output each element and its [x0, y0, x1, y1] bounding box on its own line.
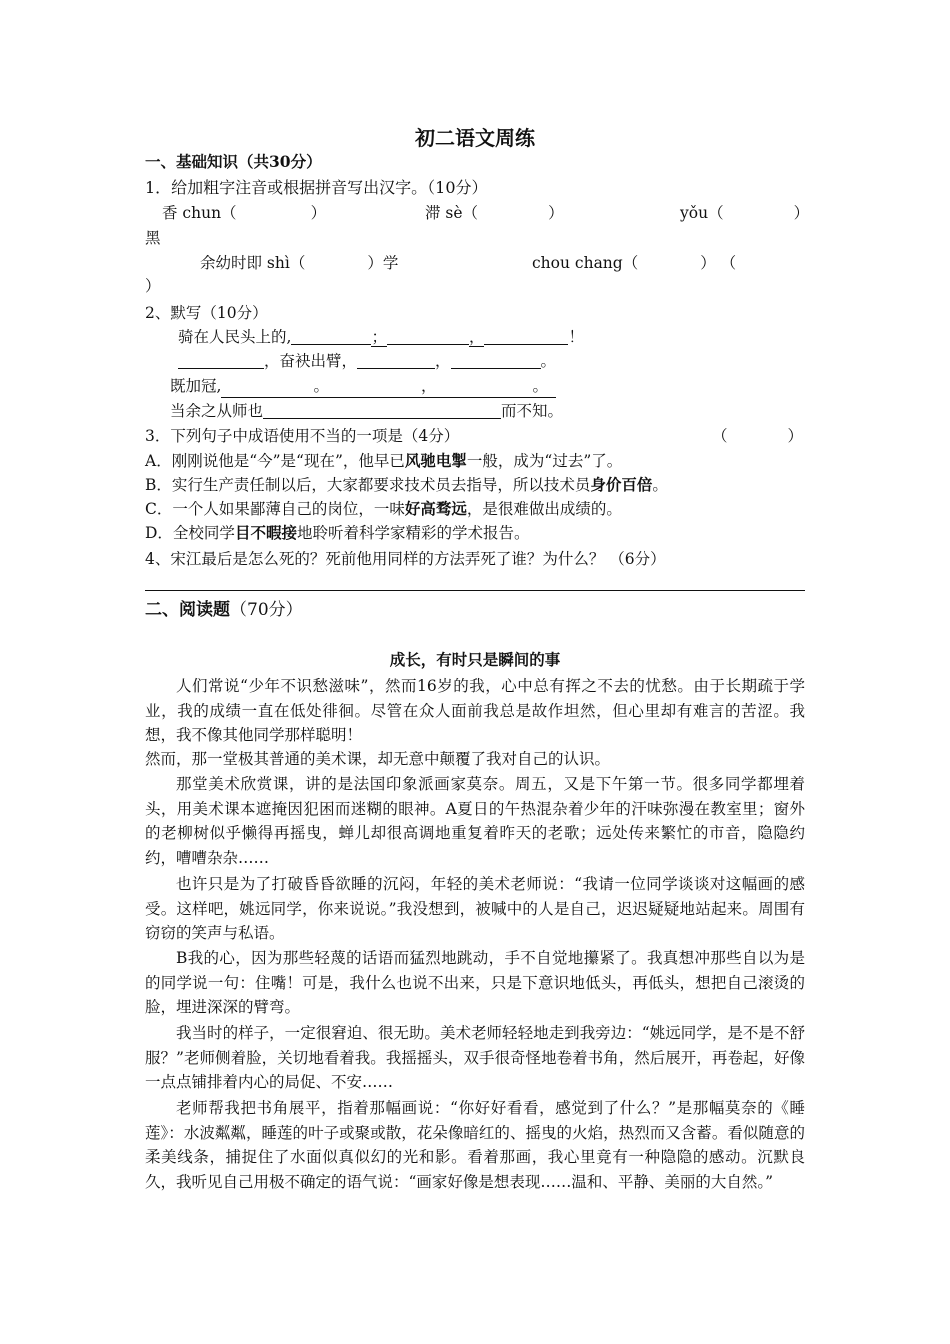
section1-heading: 一、基础知识（共30分）	[145, 152, 322, 171]
q1-item5-close: ） （	[700, 254, 737, 272]
q2-line3-sep2: ，	[420, 377, 437, 395]
q3-option-a-pre: A．刚刚说他是“今”是“现在”，他早已	[145, 452, 405, 470]
q2-line2-blank2[interactable]	[357, 352, 435, 369]
q1-item2	[425, 202, 564, 224]
q1-item5	[532, 252, 736, 274]
article-paragraph-3: 那堂美术欣赏课，讲的是法国印象派画家莫奈。周五，又是下午第一节。很多同学都埋着头，用美术课本遮掩因犯困而迷糊的眼神。A夏日的午热混杂着少年的汗味弥漫在教室里；窗外的老柳树似乎懒得再摇曳，蝉儿却很高调地重复着昨天的老歌；远处传来繁忙的市音，隐隐约约，嘈嘈杂杂……	[145, 775, 805, 867]
q3-option-c-pre: C．一个人如果鄙薄自己的岗位，一味	[145, 500, 405, 518]
q2-line3	[170, 375, 556, 398]
section-divider	[145, 590, 805, 591]
q3-option-a-idiom: 风驰电掣	[404, 451, 467, 470]
q2-line1-blank1[interactable]	[291, 328, 371, 345]
q3-option-b-post: 。	[652, 476, 668, 494]
q1-item4-close: ）学	[367, 254, 399, 272]
q3-option-d-post: 地聆听着科学家精彩的学术报告。	[296, 524, 530, 542]
q3-answer-close: ）	[787, 427, 804, 445]
article-paragraph-5: B我的心，因为那些轻蔑的话语而猛烈地跳动，手不自觉地攥紧了。我真想冲那些自以为是的同学说一句：住嘴！可是，我什么也说不出来，只是下意识地低头，再低头，想把自己滚烫的脸，埋进深深的臂弯。	[145, 949, 805, 1016]
q2-line1-pre: 骑在人民头上的,	[178, 328, 292, 346]
q2-line2-blank3[interactable]	[451, 352, 541, 369]
q1-prompt: 1．给加粗字注音或根据拼音写出汉字。（10分）	[145, 178, 488, 197]
section2-heading-label: 二、阅读题	[145, 600, 230, 620]
article-paragraph-4: 也许只是为了打破昏昏欲睡的沉闷，年轻的美术老师说：“我请一位同学谈谈对这幅画的感受。这样吧，姚远同学，你来说说。”我没想到，被喊中的人是自己，迟迟疑疑地站起来。周围有窃窃的笑声与私语。	[145, 875, 805, 942]
q2-line1-blank3[interactable]	[484, 328, 568, 345]
q2-line2	[178, 350, 556, 372]
q1-item2-close: ）	[548, 204, 564, 222]
section2-heading-score: （70分）	[230, 600, 303, 620]
q3-option-d-pre: D．全校同学	[145, 524, 235, 542]
q2-line1	[178, 326, 584, 348]
article-paragraph-6: 我当时的样子，一定很窘迫、很无助。美术老师轻轻地走到我旁边：“姚远同学，是不是不舒服？”老师侧着脸，关切地看着我。我摇摇头，双手很奇怪地卷着书角，然后展开，再卷起，好像一点点铺排着内心的局促、不安……	[145, 1024, 805, 1091]
article-title: 成长，有时只是瞬间的事	[389, 650, 561, 669]
section2-heading	[145, 598, 303, 622]
q3-option-d	[145, 522, 529, 544]
q2-line1-sep1: ；	[371, 328, 387, 346]
q2-line1-blank2[interactable]	[387, 328, 469, 345]
q3-option-c-post: ，是很难做出成绩的。	[466, 500, 622, 518]
q2-line4-end: 而不知。	[501, 402, 564, 420]
q3-option-b-pre: B．实行生产责任制以后，大家都要求技术员去指导，所以技术员	[145, 476, 591, 494]
page-title: 初二语文周练	[415, 126, 535, 150]
q1-item1	[162, 202, 326, 224]
q3-answer-box[interactable]	[712, 425, 803, 447]
q1-item3-close: ）	[793, 204, 810, 222]
q3-prompt: 3．下列句子中成语使用不当的一项是（4分）	[145, 427, 460, 445]
q2-line2-blank1[interactable]	[178, 352, 264, 369]
q2-line3-answer[interactable]	[221, 375, 556, 398]
article-paragraph-7: 老师帮我把书角展平，指着那幅画说：“你好好看看，感觉到了什么？”是那幅莫奈的《睡莲》：水波粼粼，睡莲的叶子或聚或散，花朵像暗红的、摇曳的火焰，热烈而又含蓄。看似随意的柔美线条，捕捉住了水面似真似幻的光和影。看着那画，我心里竟有一种隐隐的感动。沉默良久，我听见自己用极不确定的语气说：“画家好像是想表现……温和、平静、美丽的大自然。”	[145, 1099, 805, 1191]
q1-item5-tail: ）	[145, 277, 161, 295]
q2-line3-sep1: 。	[313, 377, 329, 395]
q2-line4-blank[interactable]	[263, 402, 501, 419]
q2-line4	[170, 400, 563, 422]
q1-item1-close: ）	[310, 204, 327, 222]
q4-prompt: 4、宋江最后是怎么死的？死前他用同样的方法弄死了谁？为什么？ （6分）	[145, 550, 666, 568]
q3-option-a-post: 一般，成为“过去”了。	[466, 452, 623, 470]
q2-line3-end: 。	[532, 377, 548, 395]
q2-prompt: 2、默写（10分）	[145, 304, 268, 322]
q3-answer-open: （	[712, 427, 728, 445]
q1-item2-label: 滞 sè（	[425, 204, 479, 222]
q1-item5-label: chou chang（	[532, 254, 639, 272]
q3-option-b	[145, 474, 668, 496]
q1-item3-tail: 黑	[145, 229, 161, 247]
q1-item3	[680, 202, 809, 224]
q2-line3-pre: 既加冠,	[170, 377, 222, 395]
q3-option-d-idiom: 目不暇接	[234, 523, 297, 542]
q1-item4-label: 余幼时即 shì（	[200, 254, 306, 272]
q2-line1-sep2: ，	[468, 328, 485, 346]
q2-line2-end: 。	[540, 352, 557, 370]
q2-line2-sep: ，	[435, 352, 451, 370]
q1-item1-label: 香 chun（	[162, 204, 237, 222]
q1-item3-label: yǒu（	[680, 204, 724, 222]
q3-option-c-idiom: 好高骛远	[404, 499, 467, 518]
q3-option-c	[145, 498, 622, 520]
q2-line2-mid: ，奋袂出臂，	[264, 352, 358, 370]
article-paragraph-2: 然而，那一堂极其普通的美术课，却无意中颠覆了我对自己的认识。	[145, 750, 611, 768]
q3-option-b-idiom: 身价百倍	[590, 475, 653, 494]
article-paragraph-1: 人们常说“少年不识愁滋味”，然而16岁的我，心中总有挥之不去的忧愁。由于长期疏于学业，我的成绩一直在低处徘徊。尽管在众人面前我总是故作坦然，但心里却有难言的苦涩。我想，我不像其他同学那样聪明！	[145, 677, 805, 744]
q3-option-a	[145, 450, 622, 472]
q2-line1-end: ！	[568, 328, 584, 346]
q1-item4	[200, 252, 398, 274]
q2-line4-pre: 当余之从师也	[170, 402, 264, 420]
